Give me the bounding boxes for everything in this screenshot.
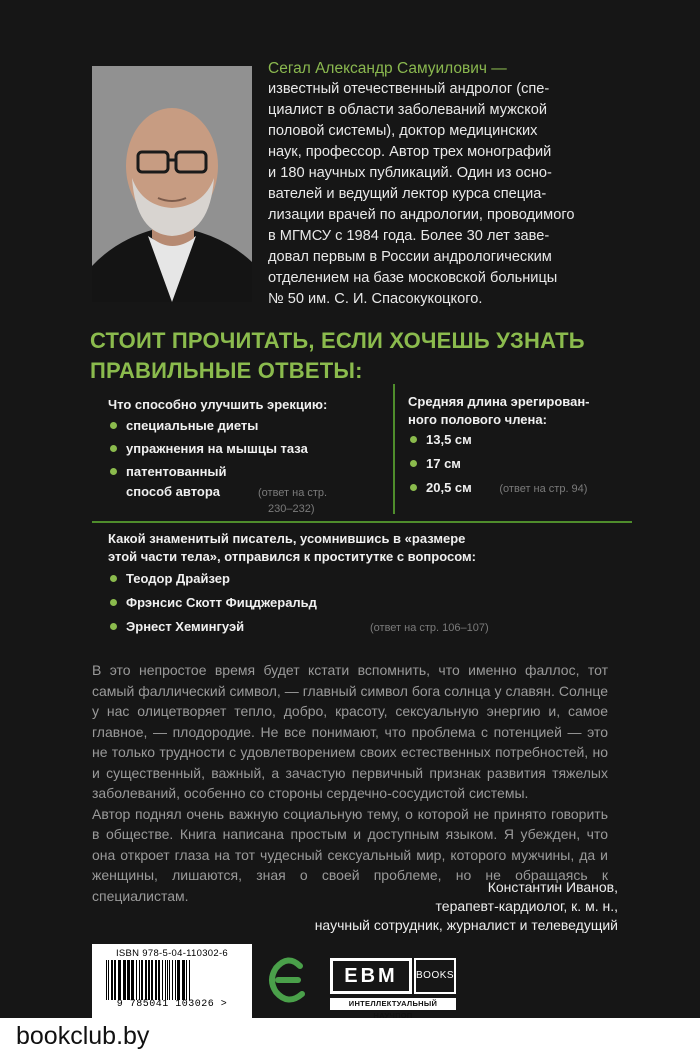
author-bio-line: № 50 им. С. И. Спасокукоцкого. (268, 291, 483, 307)
barcode-bar (127, 960, 130, 1000)
option-label: Эрнест Хемингуэй (126, 619, 245, 634)
option-label: специальные диеты (126, 418, 259, 433)
author-bio-line: известный отечественный андролог (спе- (268, 81, 550, 97)
barcode-bar (131, 960, 134, 1000)
author-portrait-image (92, 66, 252, 302)
option-label: 13,5 см (426, 432, 472, 447)
option-item (108, 417, 388, 435)
option-label: патентованный (126, 464, 227, 479)
answer-reference: 230–232) (268, 503, 315, 515)
author-name: Сегал Александр Самуилович — (268, 60, 507, 77)
barcode (92, 944, 252, 1018)
author-bio (268, 58, 620, 310)
barcode-bar (108, 960, 109, 1000)
question-title: ного полового члена: (408, 412, 547, 427)
barcode-bar (148, 960, 150, 1000)
quiz-question-erection (108, 396, 388, 517)
option-label: упражнения на мышцы таза (126, 441, 308, 456)
review-paragraph: Автор поднял очень важную социальную тему, о которой не принято говорить в обществе. Книга написана простым и доступным языком. Я убежден, что она откроет глаза на тот чудесный сексуальный мир, которого мужчины, да и женщины, лишаются, зная о своей проблеме, но не обращаясь к специалистам. (92, 805, 608, 904)
option-label: Фрэнсис Скотт Фицджеральд (126, 595, 317, 610)
horizontal-divider (92, 521, 632, 523)
bullet-icon (110, 422, 117, 429)
question-title: Средняя длина эрегирован- (408, 394, 590, 409)
bullet-icon (110, 575, 117, 582)
question-title: этой части тела», отправился к проститутке с вопросом: (108, 549, 476, 564)
answer-reference: (ответ на стр. (258, 487, 328, 499)
ebm-logo-books: BOOKS (414, 958, 456, 994)
barcode-bar (155, 960, 157, 1000)
barcode-bar (167, 960, 168, 1000)
barcode-bar (123, 960, 126, 1000)
author-bio-line: и 180 научных публикаций. Один из осно- (268, 165, 552, 181)
bullet-icon (110, 623, 117, 630)
question-title: Что способно улучшить эрекцию: (108, 397, 328, 412)
option-label: 17 см (426, 456, 461, 471)
heading-line: СТОИТ ПРОЧИТАТЬ, ЕСЛИ ХОЧЕШЬ УЗНАТЬ (90, 328, 585, 353)
option-continuation (108, 481, 388, 517)
barcode-bar (114, 960, 116, 1000)
barcode-bar (106, 960, 107, 1000)
author-photo (92, 66, 252, 302)
barcode-bar (111, 960, 113, 1000)
barcode-bar (118, 960, 121, 1000)
author-bio-line: циалист в области заболеваний мужской (268, 102, 548, 118)
author-bio-line: лизации врачей по андрологии, проводимого (268, 207, 575, 223)
section-heading (90, 326, 650, 386)
barcode-bar (158, 960, 160, 1000)
reviewer-name: Константин Иванов, (487, 879, 618, 895)
author-bio-line: половой системы), доктор медицинских (268, 123, 538, 139)
option-label: 20,5 см (426, 480, 472, 495)
answer-reference: (ответ на стр. 94) (499, 483, 588, 495)
author-bio-line: отделением на базе московской больницы (268, 270, 558, 286)
option-item (108, 594, 538, 612)
review-paragraph: В это непростое время будет кстати вспомнить, что именно фаллос, тот самый фаллический символ, — главный символ бога солнца у славян. Солнце у нас олицетворяет тепло, добро, красоту, сексуальную энергию и, самое главное, — плодородие. Не все понимают, что проблема с потенцией — это не только трудности с удовлетворением своих естественных потребностей, но и существенный, важный, а зачастую первичный признак развития тяжелых заболеваний, особенно со стороны сердечно-сосудистой системы. (92, 662, 608, 801)
option-item (108, 570, 538, 588)
bullet-icon (410, 484, 417, 491)
option-item (408, 479, 628, 498)
barcode-bar (165, 960, 166, 1000)
barcode-bar (139, 960, 140, 1000)
review-signature (240, 878, 618, 935)
author-bio-line: вателей и ведущий лектор курса специа- (268, 186, 547, 202)
barcode-bar (169, 960, 170, 1000)
quiz-question-writer (108, 530, 538, 636)
heading-line: ПРАВИЛЬНЫЕ ОТВЕТЫ: (90, 358, 363, 383)
barcode-bar (145, 960, 147, 1000)
ebm-logo-main: EBM (330, 958, 412, 994)
ebm-books-logo (330, 958, 456, 1020)
barcode-bar (136, 960, 137, 1000)
option-item (108, 618, 538, 636)
answer-reference: (ответ на стр. 106–107) (370, 622, 489, 634)
reviewer-title: терапевт-кардиолог, к. м. н., (435, 898, 618, 914)
barcode-bar (177, 960, 180, 1000)
reviewer-title: научный сотрудник, журналист и телеведущий (314, 917, 618, 933)
vertical-divider (393, 384, 395, 514)
site-watermark: bookclub.by (16, 1022, 150, 1050)
option-label: способ автора (126, 484, 221, 499)
isbn-text: ISBN 978-5-04-110302-6 (115, 948, 229, 959)
barcode-bar (172, 960, 173, 1000)
barcode-bar (189, 960, 190, 1000)
barcode-bars (102, 960, 242, 1000)
barcode-bar (151, 960, 153, 1000)
option-item (408, 431, 628, 449)
option-label: Теодор Драйзер (126, 571, 230, 586)
barcode-bar (186, 960, 187, 1000)
bullet-icon (110, 599, 117, 606)
quiz-question-length (408, 393, 628, 498)
bullet-icon (110, 445, 117, 452)
option-item (408, 455, 628, 473)
barcode-bar (175, 960, 176, 1000)
author-bio-line: наук, профессор. Автор трех монографий (268, 144, 552, 160)
review-text (92, 660, 608, 906)
question-title: Какой знаменитый писатель, усомнившись в «размере (108, 531, 466, 546)
author-bio-line: довал первым в России андрологическим (268, 249, 552, 265)
barcode-bar (141, 960, 143, 1000)
barcode-bar (162, 960, 163, 1000)
option-item (108, 463, 388, 481)
bullet-icon (110, 468, 117, 475)
author-bio-line: в МГМСУ с 1984 года. Более 30 лет заве- (268, 228, 550, 244)
bullet-icon (410, 436, 417, 443)
ean-digits: 9 785041 103026 > (116, 999, 228, 1010)
ebm-logo-subtitle: ИНТЕЛЛЕКТУАЛЬНЫЙ НАУЧПОП (330, 998, 456, 1010)
eksmo-logo-icon (268, 952, 308, 1008)
barcode-bar (182, 960, 185, 1000)
option-item (108, 440, 388, 458)
bullet-icon (410, 460, 417, 467)
